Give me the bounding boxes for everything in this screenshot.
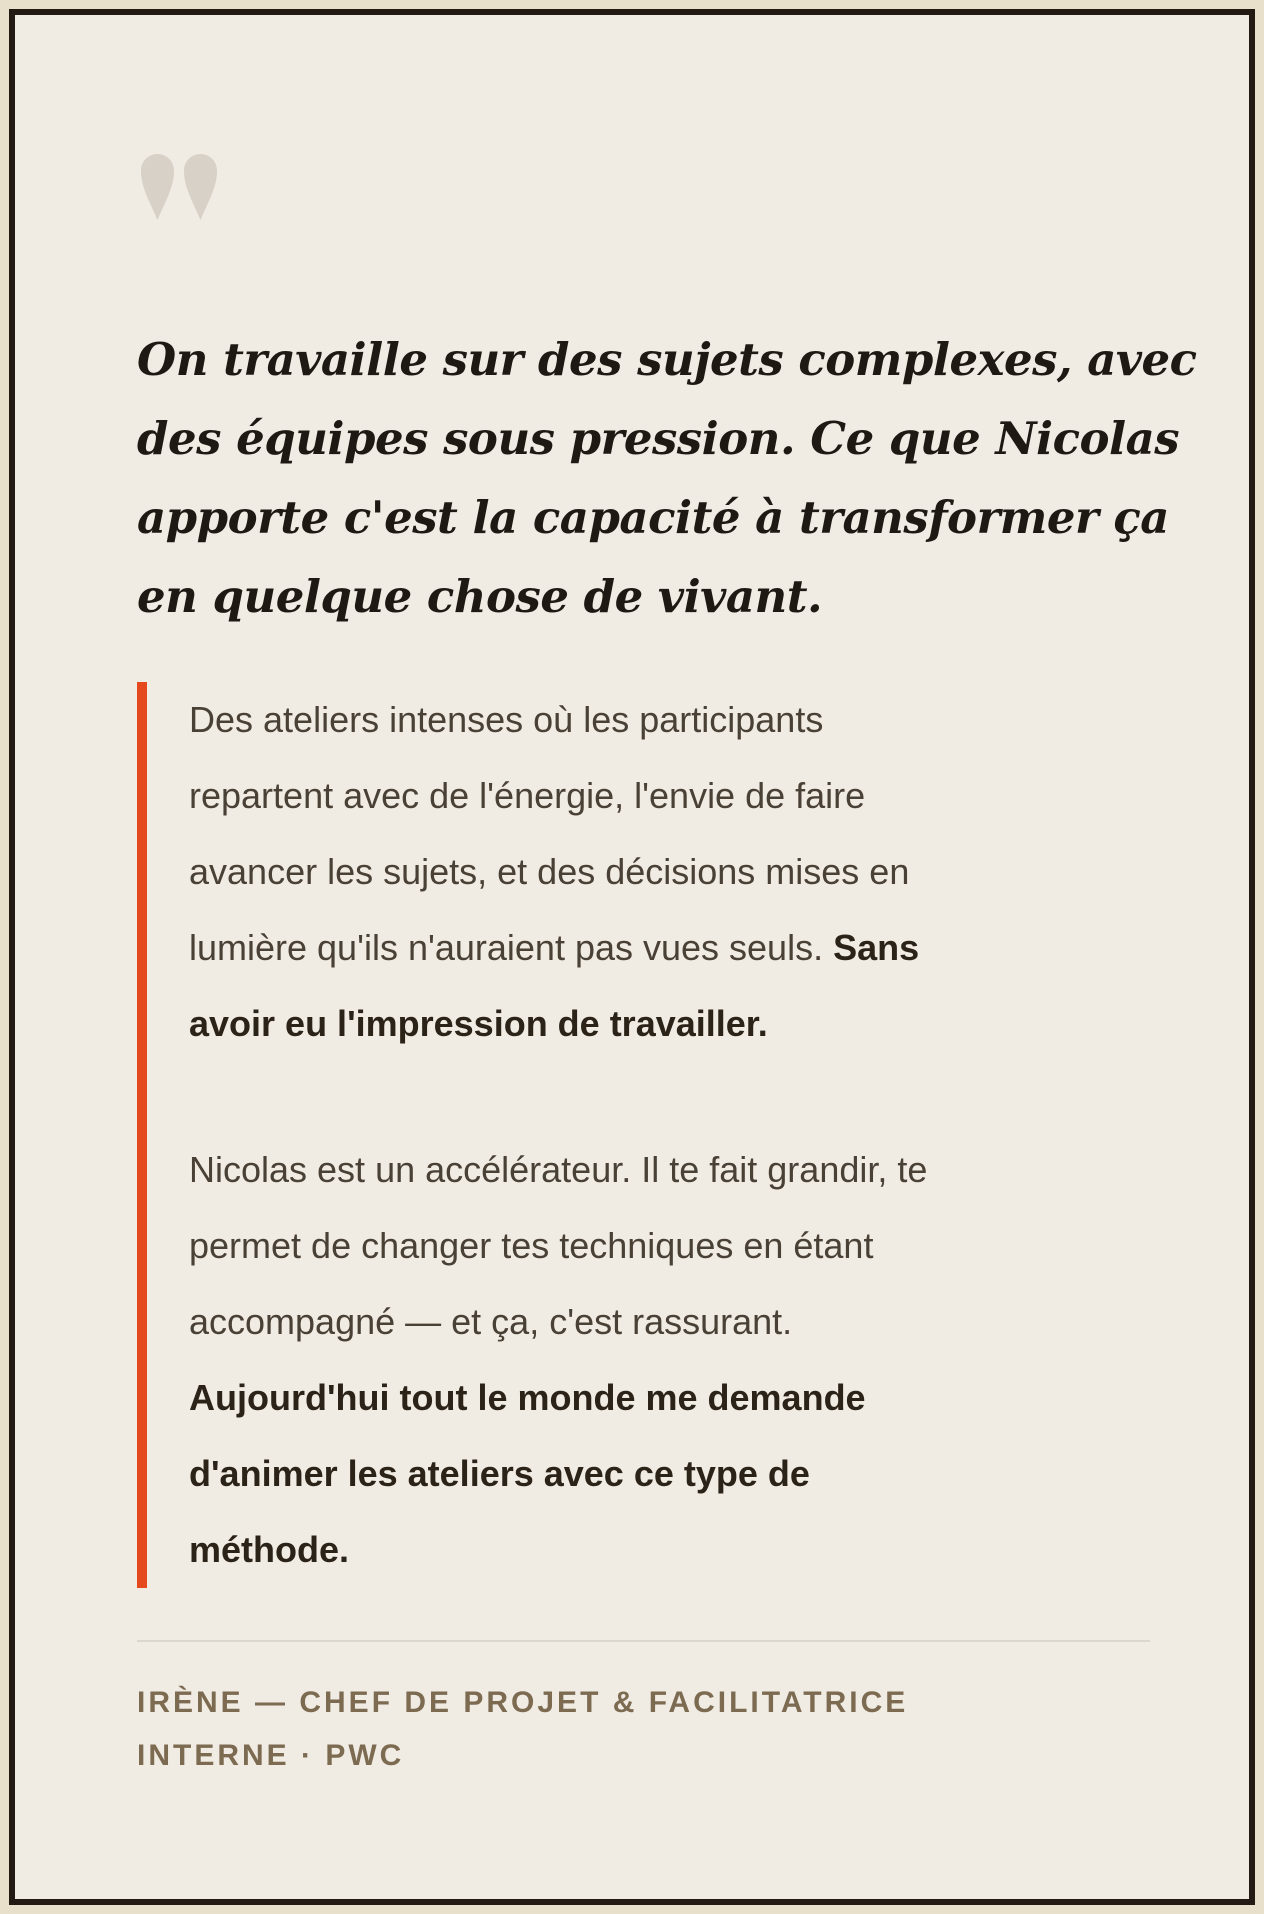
quote-text: lumière qu'ils n'auraient pas vues seuls.: [189, 927, 834, 968]
testimonial-content: [15, 15, 1249, 1782]
headline-line: apporte c'est la capacité à transformer ça: [137, 491, 1169, 544]
quote-text-bold: Sans: [833, 927, 920, 968]
quote-paragraph: [189, 1132, 1149, 1588]
headline-quote: [137, 320, 1197, 636]
quote-text: repartent avec de l'énergie, l'envie de faire: [189, 775, 866, 816]
quote-text: Nicolas est un accélérateur. Il te fait grandir, te: [189, 1149, 928, 1190]
quote-text-bold: d'animer les ateliers avec ce type de: [189, 1453, 810, 1494]
attribution-line: IRÈNE — CHEF DE PROJET & FACILITATRICE: [137, 1686, 909, 1719]
quote-line: [189, 1132, 1149, 1208]
quote-text: accompagné — et ça, c'est rassurant.: [189, 1301, 793, 1342]
quote-line: [189, 910, 1149, 986]
quote-text-bold: avoir eu l'impression de travailler.: [189, 1003, 768, 1044]
headline-line: On travaille sur des sujets complexes, avec: [137, 333, 1197, 386]
quote-line: [189, 682, 1149, 758]
attribution-line: INTERNE · PWC: [137, 1739, 405, 1772]
testimonial-quote-block: [137, 682, 1149, 1588]
quote-paragraph: [189, 682, 1149, 1062]
quote-line: [189, 834, 1149, 910]
testimonial-card-frame: [9, 9, 1255, 1905]
quote-text-bold: méthode.: [189, 1529, 350, 1570]
quote-text: permet de changer tes techniques en étant: [189, 1225, 874, 1266]
quote-line: [189, 1208, 1149, 1284]
quote-line: [189, 1284, 1149, 1360]
quote-line: [189, 1512, 1149, 1588]
quote-marks-icon: [141, 154, 217, 222]
quote-line: [189, 1436, 1149, 1512]
quote-text: Des ateliers intenses où les participants: [189, 699, 824, 740]
attribution: [137, 1676, 1149, 1782]
headline-line: en quelque chose de vivant.: [137, 570, 823, 623]
quote-text-bold: Aujourd'hui tout le monde me demande: [189, 1377, 866, 1418]
quote-line: [189, 1360, 1149, 1436]
headline-line: des équipes sous pression. Ce que Nicolas: [137, 412, 1180, 465]
quote-text: avancer les sujets, et des décisions mises en: [189, 851, 910, 892]
divider-line: [137, 1640, 1150, 1642]
quote-line: [189, 758, 1149, 834]
quote-line: [189, 986, 1149, 1062]
